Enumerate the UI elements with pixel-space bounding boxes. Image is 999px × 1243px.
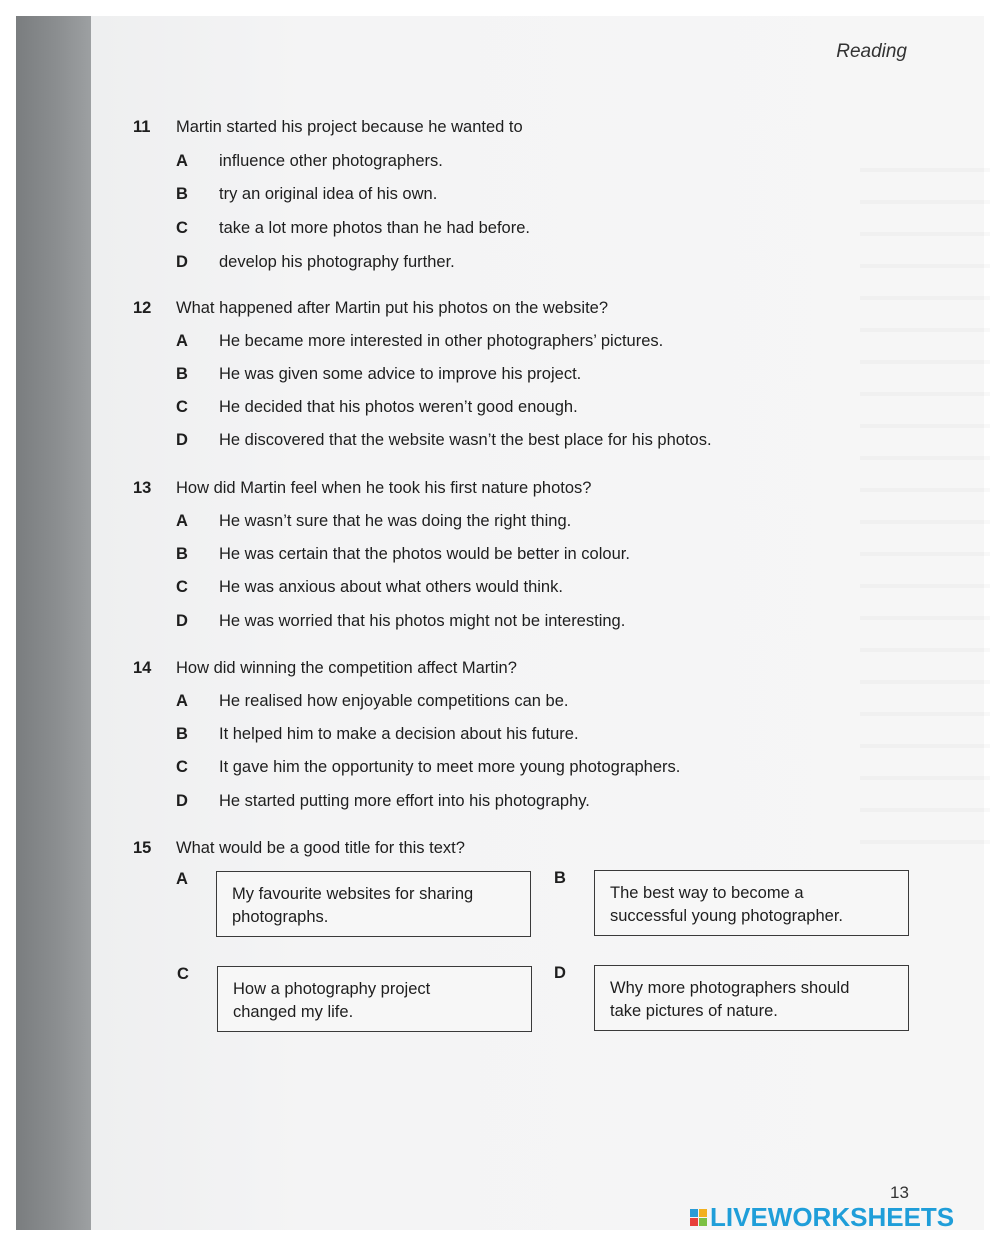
- option-letter: D: [176, 612, 188, 630]
- option-letter: B: [176, 725, 188, 743]
- question-text: Martin started his project because he wanted to: [176, 118, 523, 136]
- question-text: What would be a good title for this text?: [176, 839, 465, 857]
- show-through-shadow: [860, 140, 990, 860]
- option-letter: B: [176, 185, 188, 203]
- option-letter: C: [176, 398, 188, 416]
- question-number: 15: [133, 839, 152, 857]
- question-text: How did Martin feel when he took his first nature photos?: [176, 479, 592, 497]
- question-number: 13: [133, 479, 152, 497]
- liveworksheets-logo-icon: [690, 1209, 707, 1226]
- option-text: He became more interested in other photographers’ pictures.: [219, 332, 664, 350]
- title-option-c[interactable]: How a photography project changed my life.: [217, 966, 532, 1032]
- title-option-b[interactable]: The best way to become a successful young photographer.: [594, 870, 909, 936]
- option-text: develop his photography further.: [219, 253, 455, 271]
- option-letter: C: [176, 758, 188, 776]
- option-text: It gave him the opportunity to meet more young photographers.: [219, 758, 681, 776]
- option-letter-d: D: [554, 964, 566, 982]
- question-number: 14: [133, 659, 152, 677]
- option-text: He decided that his photos weren’t good enough.: [219, 398, 578, 416]
- option-text: He wasn’t sure that he was doing the right thing.: [219, 512, 572, 530]
- option-letter: B: [176, 545, 188, 563]
- question-number: 12: [133, 299, 152, 317]
- option-letter: C: [176, 578, 188, 596]
- option-letter-c: C: [177, 965, 189, 983]
- title-option-d[interactable]: Why more photographers should take pictures of nature.: [594, 965, 909, 1031]
- section-header: Reading: [836, 41, 907, 62]
- option-text: He was worried that his photos might not be interesting.: [219, 612, 626, 630]
- option-text: He started putting more effort into his photography.: [219, 792, 590, 810]
- option-letter: A: [176, 692, 188, 710]
- option-letter: B: [176, 365, 188, 383]
- option-letter: A: [176, 152, 188, 170]
- question-number: 11: [133, 118, 151, 136]
- title-option-a[interactable]: My favourite websites for sharing photographs.: [216, 871, 531, 937]
- option-text: take a lot more photos than he had before.: [219, 219, 530, 237]
- option-letter-a: A: [176, 870, 188, 888]
- option-text: try an original idea of his own.: [219, 185, 438, 203]
- option-letter: A: [176, 332, 188, 350]
- liveworksheets-wordmark: LIVEWORKSHEETS: [710, 1201, 955, 1232]
- page-number: 13: [890, 1183, 909, 1202]
- option-letter-b: B: [554, 869, 566, 887]
- option-letter: A: [176, 512, 188, 530]
- option-text: He was certain that the photos would be better in colour.: [219, 545, 630, 563]
- option-text: He discovered that the website wasn’t the best place for his photos.: [219, 431, 712, 449]
- question-text: How did winning the competition affect Martin?: [176, 659, 517, 677]
- option-text: He was given some advice to improve his project.: [219, 365, 582, 383]
- option-text: influence other photographers.: [219, 152, 443, 170]
- liveworksheets-watermark: [690, 1203, 954, 1231]
- option-letter: C: [176, 219, 188, 237]
- option-letter: D: [176, 792, 188, 810]
- scan-binding-edge: [16, 16, 91, 1230]
- option-text: He was anxious about what others would think.: [219, 578, 563, 596]
- question-text: What happened after Martin put his photos on the website?: [176, 299, 609, 317]
- option-text: It helped him to make a decision about his future.: [219, 725, 579, 743]
- option-letter: D: [176, 431, 188, 449]
- option-letter: D: [176, 253, 188, 271]
- option-text: He realised how enjoyable competitions can be.: [219, 692, 569, 710]
